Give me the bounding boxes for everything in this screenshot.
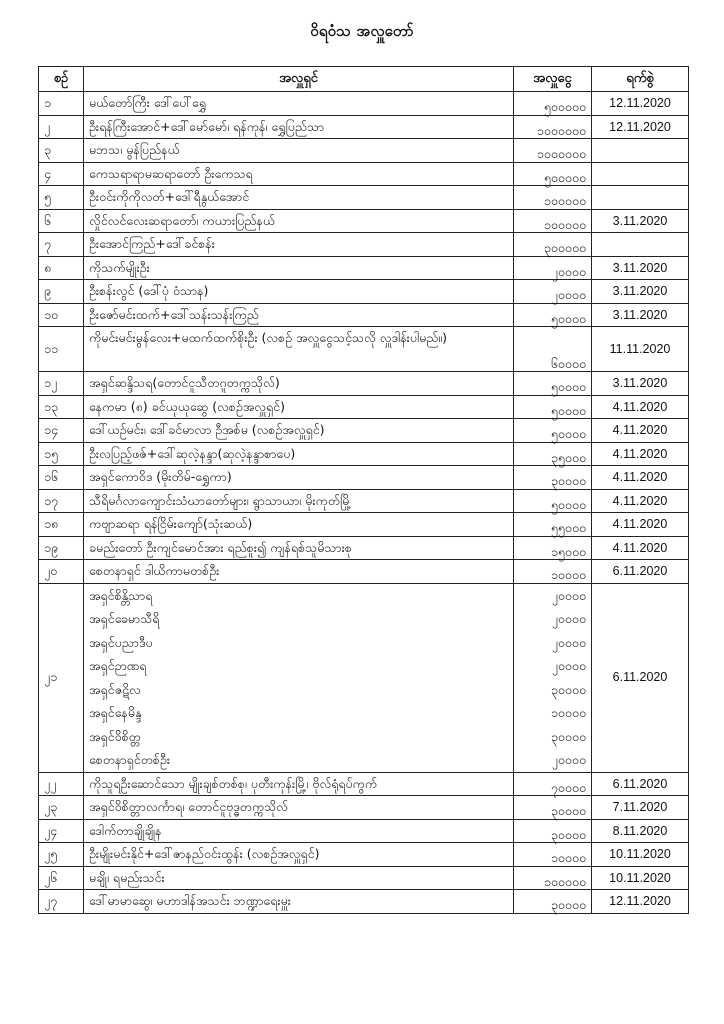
donation-date: 3.11.2020 (592, 372, 689, 396)
donor-name: ဒေါ်ယဉ်မင်း၊ ဒေါ်ခင်မာလာ ဉီအစ်မ (လစဉ်အလှူရှင်) (84, 419, 514, 443)
donor-name: ဦးမျိုးမင်းနိုင်+ဒေါ်ဇာနည်ဝင်းထွန်း (လစဉ်အလှူရှင်) (84, 843, 514, 867)
group-donor-amount: ၃၀၀၀၀ (550, 728, 586, 744)
table-row (39, 327, 689, 372)
table-row (39, 115, 689, 139)
group-donor-name: အရှင်ခေမာသီရိ (89, 611, 160, 626)
donation-date: 3.11.2020 (592, 256, 689, 280)
donor-name: အရှင်ဆန္ဒိသရ(တောင်ငူသီတဂူတက္ကသိုလ်) (84, 372, 514, 396)
donation-date: 6.11.2020 (592, 772, 689, 796)
group-donor-name: အရှင်ဝိစိတ္တ (89, 728, 141, 744)
donor-name: မဘသ၊ မွန်ပြည်နယ် (84, 139, 514, 163)
donor-name: ကေသရာရာမဆရာတော် ဦးကေသရ (84, 162, 514, 186)
donation-date: 12.11.2020 (592, 115, 689, 139)
row-number: ၂ (39, 115, 84, 139)
row-number: ၃ (39, 139, 84, 163)
table-row (39, 466, 689, 490)
table-row (39, 819, 689, 843)
donation-amount: ၅၀၀၀၀ (514, 303, 592, 327)
donation-amount: ၃၀၀၀၀ (514, 819, 592, 843)
header-amount: အလှူငွေ (514, 67, 592, 92)
group-donor-name: အရှင်နေမိန္ဒ (89, 705, 142, 720)
table-row (39, 395, 689, 419)
row-number: ၂၆ (39, 866, 84, 890)
row-number: ၄ (39, 162, 84, 186)
donation-amount: ၁၀၀၀၀၀ (514, 209, 592, 233)
donation-amount: ၂၀၀၀၀ (514, 256, 592, 280)
donation-amount: ၅၀၀၀၀ (514, 395, 592, 419)
table-row (39, 280, 689, 304)
table-row (39, 560, 689, 584)
donor-name: အရှင်ဝိစိတ္တာလင်္ကာရ၊ တောင်ငူဗုဒ္ဓတက္ကသိုလ် (84, 796, 514, 820)
donor-name: ဦးဝင်းကိုကိုလတ်+ဒေါ်ရီနွယ်အောင် (84, 186, 514, 210)
donation-date: 4.11.2020 (592, 513, 689, 537)
row-number: ၂၀ (39, 560, 84, 584)
donation-amount: ၅၀၀၀၀ (514, 372, 592, 396)
table-row (39, 442, 689, 466)
donation-amount: ၅၅၀၀၀ (514, 513, 592, 537)
table-row (39, 233, 689, 257)
row-number: ၂၃ (39, 796, 84, 820)
donation-date: 12.11.2020 (592, 890, 689, 914)
table-row (39, 256, 689, 280)
donor-name: ဒေါ်မာမာဆွေ၊ မဟာဒါန်အသင်း ဘဏ္ဍာရေးမှူး (84, 890, 514, 914)
donation-date: 11.11.2020 (592, 327, 689, 372)
donation-date: 6.11.2020 (592, 560, 689, 584)
table-row (39, 209, 689, 233)
table-row (39, 513, 689, 537)
row-number: ၂၅ (39, 843, 84, 867)
table-row (39, 843, 689, 867)
donor-name: မချို၊ ရမည်းသင်း (84, 866, 514, 890)
table-row (39, 536, 689, 560)
donation-date: 7.11.2020 (592, 796, 689, 820)
donation-amount: ၁၀၀၀၀၀ (514, 866, 592, 890)
donation-date: 10.11.2020 (592, 843, 689, 867)
donation-amount: ၇၀၀၀၀ (514, 772, 592, 796)
donor-name: နေကမာ (၈) ခင်ယုယုဆွေ (လစဉ်အလှူရှင်) (84, 395, 514, 419)
donation-date: 4.11.2020 (592, 419, 689, 443)
group-donor-name: အရှင်ပညာဒီပ (89, 634, 153, 650)
donor-name: ဦးစန်းလွင် (ဒေါ်ပုံ ဝံသာန) (84, 280, 514, 304)
donation-amount: ၅၀၀၀၀ (514, 419, 592, 443)
group-donor-name: အရှင်စိန္တိသာရ (89, 587, 153, 603)
group-donor-amount: ၃၀၀၀၀ (550, 681, 586, 697)
row-number: ၁၇ (39, 489, 84, 513)
donation-date (592, 186, 689, 210)
donation-amount: ၁၀၀၀၀၀၀ (514, 115, 592, 139)
donation-amount: ၆၀၀၀၀ (514, 327, 592, 372)
table-row (39, 186, 689, 210)
donation-amount: ၁၀၀၀၀၀ (514, 186, 592, 210)
row-number: ၁၉ (39, 536, 84, 560)
row-number: ၆ (39, 209, 84, 233)
header-date: ရက်စွဲ (592, 67, 689, 92)
donation-amount: ၃၀၀၀၀ (514, 796, 592, 820)
header-donor: အလှူရှင် (84, 67, 514, 92)
table-row (39, 139, 689, 163)
table-row (39, 796, 689, 820)
row-number: ၁၃ (39, 395, 84, 419)
table-row (39, 866, 689, 890)
donation-date: 4.11.2020 (592, 395, 689, 419)
donation-date (592, 139, 689, 163)
header-no: စဉ် (39, 67, 84, 92)
donation-date: 12.11.2020 (592, 92, 689, 116)
group-donor-list (84, 583, 514, 772)
row-number: ၁၆ (39, 466, 84, 490)
donor-name: ဒေါက်တာချိုချိုန (84, 819, 514, 843)
row-number: ၁၅ (39, 442, 84, 466)
group-donor-amount: ၂၀၀၀၀ (551, 658, 586, 673)
row-number: ၇ (39, 233, 84, 257)
donation-amount: ၅၀၀၀၀၀ (514, 162, 592, 186)
donation-amount: ၃၀၀၀၀၀ (514, 233, 592, 257)
group-donor-amount: ၂၀၀၀၀ (551, 752, 586, 767)
row-number: ၁ (39, 92, 84, 116)
group-donor-amount: ၁၀၀၀၀ (550, 705, 586, 720)
row-number: ၉ (39, 280, 84, 304)
group-donor-amount: ၂၀၀၀၀ (551, 634, 586, 650)
donor-name: ကိုမင်းမင်းမွန်လေး+မထက်ထက်စိုးဦး (လစဉ် အလှူငွေသင့်သလို လှူဒါန်းပါမည်။) (84, 327, 514, 372)
donation-date: 4.11.2020 (592, 536, 689, 560)
table-header-row (39, 67, 689, 92)
donation-amount: ၅၀၀၀၀ (514, 489, 592, 513)
donor-name: ကိုသူရဦးဆောင်သော မျိုးချစ်တစ်စု၊ ပုတီးကုန်းမြို့၊ ဗိုလ်ရုံရပ်ကွက် (84, 772, 514, 796)
table-row (39, 419, 689, 443)
row-number: ၂၇ (39, 890, 84, 914)
group-donor-name: အရှင်ဉာဏရ (89, 658, 147, 673)
table-row (39, 772, 689, 796)
donor-name: သီရိမင်္ဂလာကျောင်းသံဃာတော်များ၊ ရွာသာယာ၊ မိုးကုတ်မြို့ (84, 489, 514, 513)
donation-date (592, 162, 689, 186)
donation-amount: ၃၀၀၀၀ (514, 890, 592, 914)
donor-name: ကဗျာဆရာ ရန်ငြိမ်းကျော်(သုံးဆယ်) (84, 513, 514, 537)
donation-date: 4.11.2020 (592, 489, 689, 513)
table-body (39, 92, 689, 914)
donor-name: မယ်တော်ကြီး ဒေါ်ပေါ်ရွှေ (84, 92, 514, 116)
table-row (39, 372, 689, 396)
group-donor-amount: ၂၀၀၀၀ (551, 587, 586, 603)
donation-date: 8.11.2020 (592, 819, 689, 843)
table-row (39, 162, 689, 186)
row-number: ၁၈ (39, 513, 84, 537)
row-number: ၂၄ (39, 819, 84, 843)
table-row (39, 92, 689, 116)
table-row (39, 303, 689, 327)
row-number: ၂၁ (39, 583, 84, 772)
row-number: ၂၂ (39, 772, 84, 796)
donor-name: စေတနာရှင် ဒါယိကာမတစ်ဦး (84, 560, 514, 584)
row-number: ၅ (39, 186, 84, 210)
donation-amount: ၁၀၀၀၀ (514, 843, 592, 867)
donation-amount: ၁၅၀၀၀ (514, 536, 592, 560)
donation-amount: ၁၀၀၀၀၀၀ (514, 139, 592, 163)
donation-date: 10.11.2020 (592, 866, 689, 890)
donor-name: ကိုသက်မျိုးဦး (84, 256, 514, 280)
donation-date (592, 233, 689, 257)
donation-amount: ၅၀၀၀၀၀ (514, 92, 592, 116)
donor-name: ဦးအောင်ကြည်+ဒေါ်ခင်စန်း (84, 233, 514, 257)
donor-name: လှိုင်လင်လေးဆရာတော်၊ ကယားပြည်နယ် (84, 209, 514, 233)
donation-date: 6.11.2020 (592, 583, 689, 772)
table-row (39, 489, 689, 513)
group-amount-list (514, 583, 592, 772)
donor-name: ဦးဇော်မင်းထက်+ဒေါ်သန်းသန်းကြည် (84, 303, 514, 327)
page-title: ဝိရဝံသ အလှူတော် (310, 22, 414, 40)
donor-name: အရှင်ကောဝိဒ (မိုးတိမ်-ရွှေကာ) (84, 466, 514, 490)
donation-amount: ၃၅၀၀၀ (514, 442, 592, 466)
row-number: ၈ (39, 256, 84, 280)
row-number: ၁၀ (39, 303, 84, 327)
donation-amount: ၁၀၀၀၀ (514, 560, 592, 584)
group-donor-amount: ၂၀၀၀၀ (551, 611, 586, 626)
row-number: ၁၄ (39, 419, 84, 443)
row-number: ၁၁ (39, 327, 84, 372)
table-row (39, 890, 689, 914)
group-donor-name: အရှင်ဇဋိလ (89, 681, 141, 697)
donation-date: 3.11.2020 (592, 209, 689, 233)
donation-amount: ၂၀၀၀၀ (514, 280, 592, 304)
group-donor-name: စေတနာရှင်တစ်ဦး (89, 752, 171, 767)
row-number: ၁၂ (39, 372, 84, 396)
donation-date: 3.11.2020 (592, 280, 689, 304)
donation-date: 4.11.2020 (592, 466, 689, 490)
donation-date: 3.11.2020 (592, 303, 689, 327)
donation-date: 4.11.2020 (592, 442, 689, 466)
donor-name: ဦးလပြည့်ဖဇ်+ဒေါ်ဆုလဲ့နန္ဒာ(ဆုလဲ့နန္ဒာစာပေ) (84, 442, 514, 466)
donor-name: ဦးရန်ကြီးအောင်+ဒေါ်မော်မော်၊ ရန်ကုန်၊ ရွှေပြည်သာ (84, 115, 514, 139)
donation-table (38, 66, 689, 914)
table-row-group (39, 583, 689, 772)
donor-name: ခမည်းတော် ဦးကျင်မောင်အား ရည်စူး၍ ကျန်ရစ်သူမိသားစု (84, 536, 514, 560)
donation-amount: ၃၀၀၀၀ (514, 466, 592, 490)
